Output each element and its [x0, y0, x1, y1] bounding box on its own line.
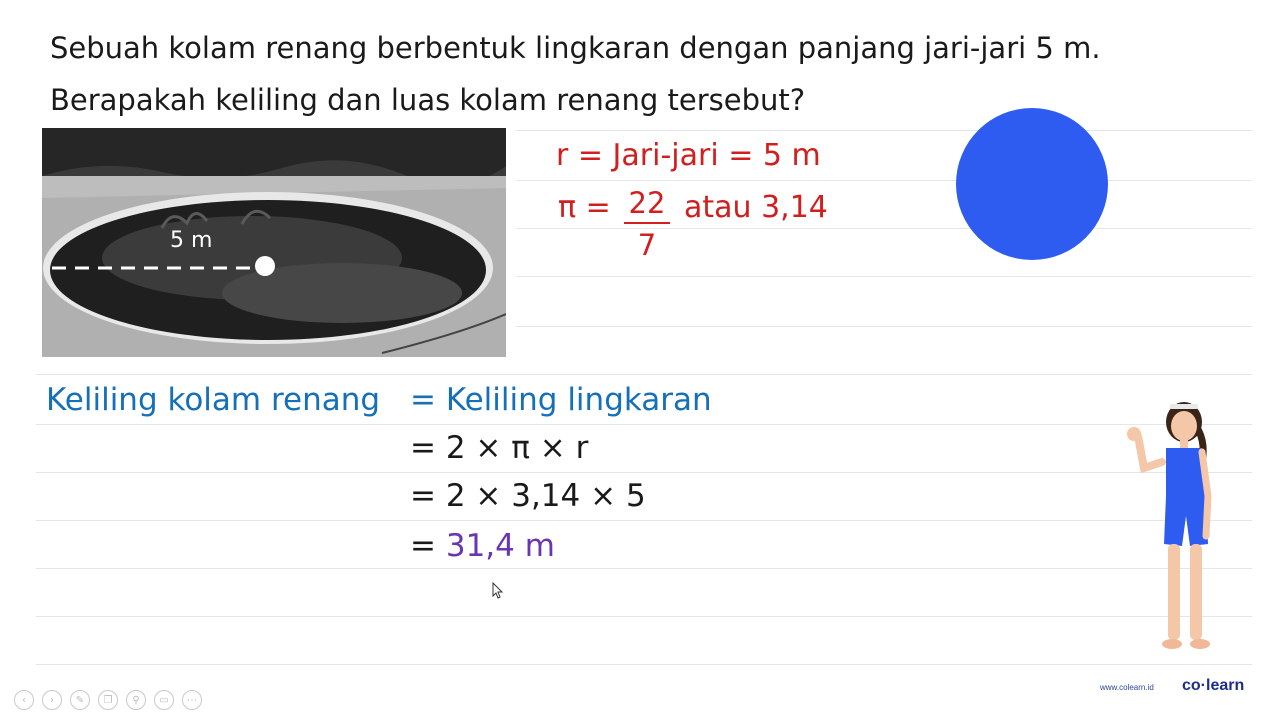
site-url: www.colearn.id — [1100, 683, 1154, 692]
ruled-line — [36, 424, 1252, 425]
ruled-line — [36, 568, 1252, 569]
player-toolbar — [14, 690, 202, 710]
result-value: 31,4 m — [445, 528, 555, 564]
mouse-cursor-icon — [492, 582, 504, 604]
solution-step-3: = 2 × 3,14 × 5 — [410, 478, 646, 514]
pi-numerator: 22 — [628, 186, 666, 220]
circle-shape — [956, 108, 1108, 260]
screen-icon[interactable]: ▭ — [154, 690, 174, 710]
question — [50, 22, 1260, 126]
radius-label: 5 m — [170, 228, 213, 253]
solution-step-4 — [410, 528, 555, 564]
pi-decimal: atau 3,14 — [684, 190, 828, 225]
pi-denominator: 7 — [637, 228, 657, 262]
solution-step-2: = 2 × π × r — [410, 430, 589, 466]
solution-step-1: = Keliling lingkaran — [410, 382, 712, 418]
brand-logo: co·learn — [1182, 677, 1245, 694]
ruled-line — [36, 374, 1252, 375]
ruled-line — [36, 664, 1252, 665]
copy-icon[interactable]: ❐ — [98, 690, 118, 710]
pool-photo — [42, 128, 506, 357]
fraction-bar — [624, 222, 670, 224]
ruled-line — [36, 616, 1252, 617]
pi-fraction — [624, 186, 670, 262]
question-line-1: Sebuah kolam renang berbentuk lingkaran dengan panjang jari-jari 5 m. — [50, 31, 1101, 65]
pen-icon[interactable]: ✎ — [70, 690, 90, 710]
pi-symbol: π = — [558, 190, 611, 225]
ruled-line — [516, 130, 1252, 131]
swimmer-girl-illustration — [1110, 396, 1230, 656]
ruled-line — [36, 472, 1252, 473]
ruled-line — [516, 326, 1252, 327]
ruled-line — [516, 180, 1252, 181]
radius-given: r = Jari-jari = 5 m — [556, 138, 821, 173]
next-icon[interactable]: › — [42, 690, 62, 710]
question-line-2: Berapakah keliling dan luas kolam renang tersebut? — [50, 83, 806, 117]
equals-sign: = — [410, 528, 436, 564]
ruled-line — [516, 276, 1252, 277]
ruled-line — [36, 520, 1252, 521]
solution-label: Keliling kolam renang — [46, 382, 381, 418]
prev-icon[interactable]: ‹ — [14, 690, 34, 710]
zoom-icon[interactable]: ⚲ — [126, 690, 146, 710]
more-icon[interactable]: ⋯ — [182, 690, 202, 710]
